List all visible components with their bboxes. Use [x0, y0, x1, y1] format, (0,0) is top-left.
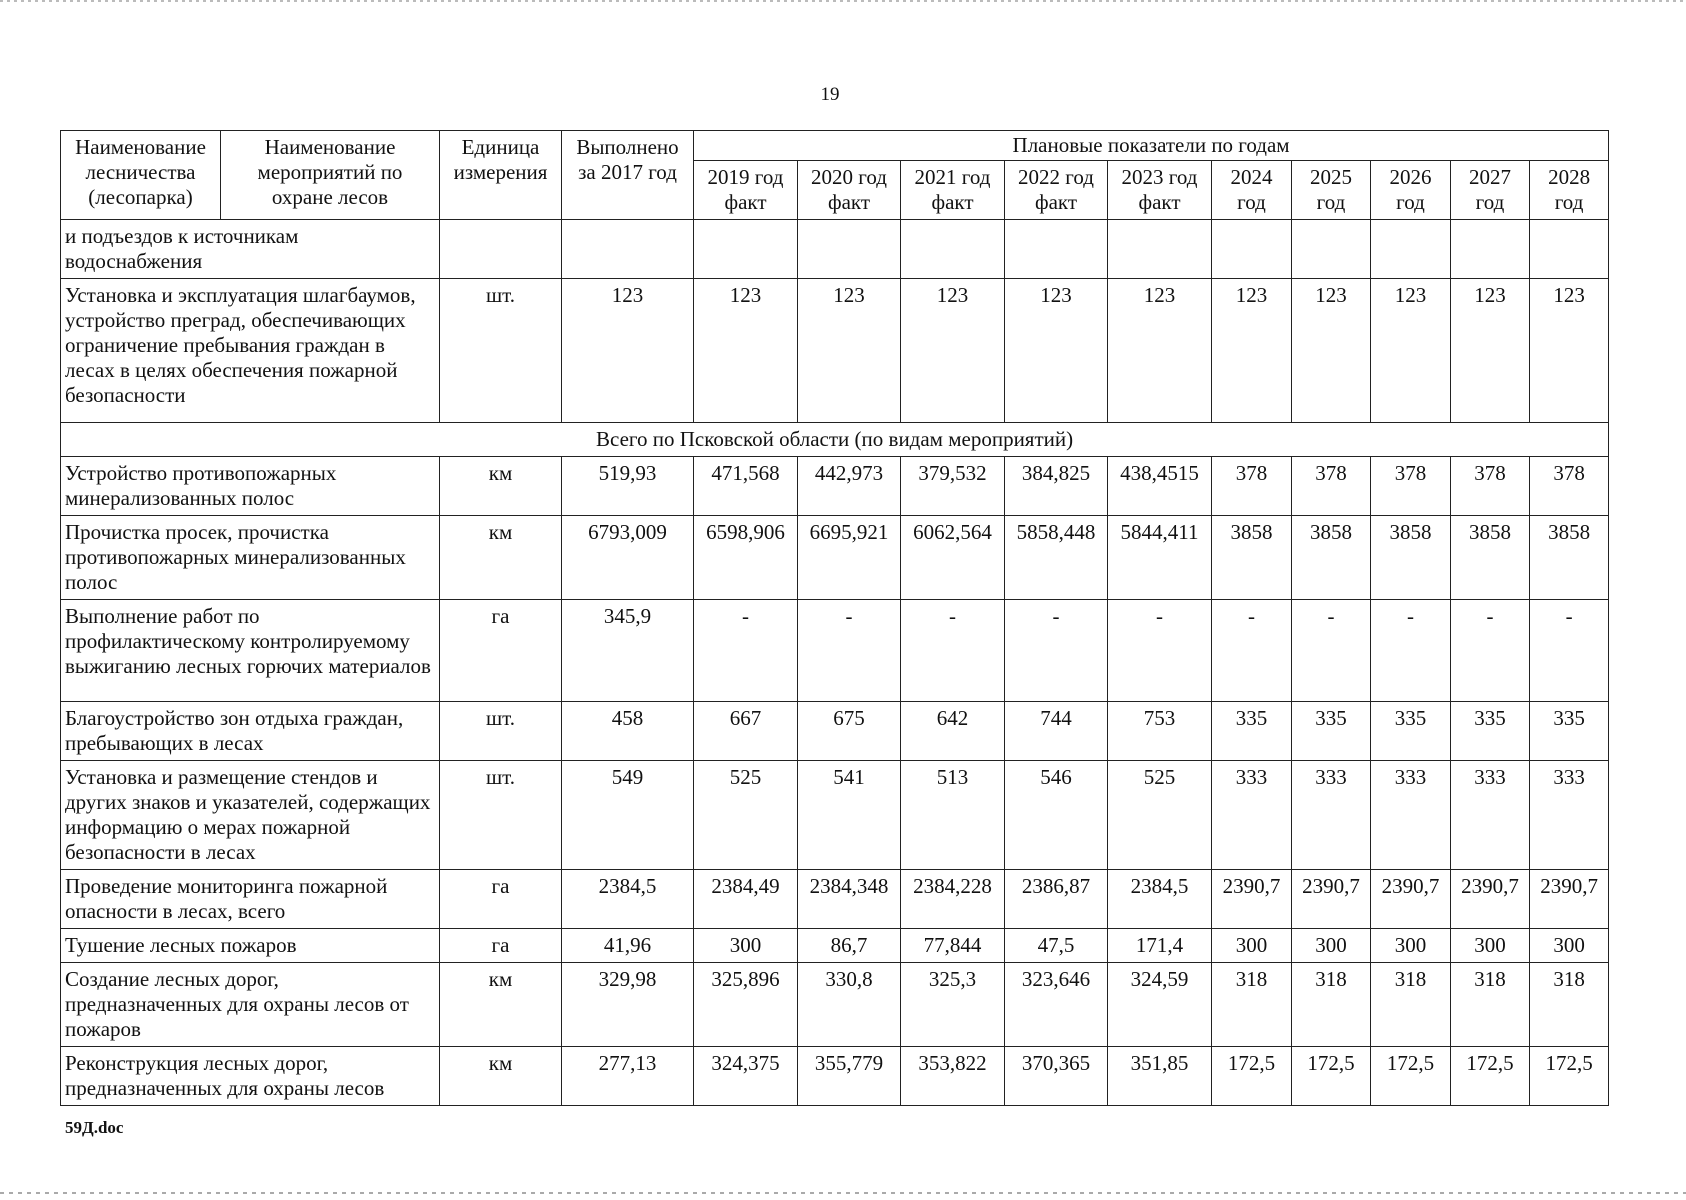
year-value-cell: 378 — [1292, 457, 1371, 516]
unit-cell: шт. — [440, 761, 562, 870]
measure-name-cell: Создание лесных дорог, предназначенных для охраны лесов от пожаров — [61, 963, 440, 1047]
year-value-cell: - — [1451, 600, 1530, 702]
year-value-cell: 123 — [694, 279, 798, 423]
year-value-cell: 379,532 — [901, 457, 1005, 516]
section-row — [61, 423, 1609, 457]
unit-cell: км — [440, 1047, 562, 1106]
header-row-1 — [61, 131, 1609, 161]
year-value-cell: - — [1005, 600, 1108, 702]
year-value-cell: 171,4 — [1108, 929, 1212, 963]
year-value-cell: 123 — [1292, 279, 1371, 423]
year-value-cell: 525 — [694, 761, 798, 870]
year-value-cell: - — [1530, 600, 1609, 702]
year-value-cell: 300 — [1212, 929, 1292, 963]
year-value-cell: 324,59 — [1108, 963, 1212, 1047]
measure-name-cell: Реконструкция лесных дорог, предназначенных для охраны лесов — [61, 1047, 440, 1106]
year-value-cell: 3858 — [1292, 516, 1371, 600]
done-2017-cell: 329,98 — [562, 963, 694, 1047]
year-value-cell: 123 — [1530, 279, 1609, 423]
year-value-cell: 333 — [1212, 761, 1292, 870]
year-value-cell: 318 — [1292, 963, 1371, 1047]
year-value-cell: 378 — [1530, 457, 1609, 516]
footer-filename: 59Д.doc — [65, 1118, 124, 1137]
unit-cell — [440, 220, 562, 279]
year-value-cell: 2384,228 — [901, 870, 1005, 929]
measure-name-cell: Установка и размещение стендов и других знаков и указателей, содержащих информацию о мерах пожарной безопасности в лесах — [61, 761, 440, 870]
year-value-cell: 47,5 — [1005, 929, 1108, 963]
year-value-cell: 123 — [1451, 279, 1530, 423]
year-value-cell: 2386,87 — [1005, 870, 1108, 929]
year-value-cell: 3858 — [1371, 516, 1451, 600]
year-value-cell: 330,8 — [798, 963, 901, 1047]
measure-name-cell: Прочистка просек, прочистка противопожарных минерализованных полос — [61, 516, 440, 600]
year-value-cell: 353,822 — [901, 1047, 1005, 1106]
year-value-cell — [1371, 220, 1451, 279]
year-value-cell: 3858 — [1530, 516, 1609, 600]
year-value-cell: 172,5 — [1451, 1047, 1530, 1106]
table-row — [61, 516, 1609, 600]
year-value-cell: 438,4515 — [1108, 457, 1212, 516]
year-value-cell: 351,85 — [1108, 1047, 1212, 1106]
measure-name-cell: Выполнение работ по профилактическому контролируемому выжиганию лесных горючих материалов — [61, 600, 440, 702]
year-value-cell: 2390,7 — [1371, 870, 1451, 929]
table-row — [61, 457, 1609, 516]
table-row — [61, 220, 1609, 279]
year-value-cell: 2390,7 — [1212, 870, 1292, 929]
header-year: 2026 год — [1371, 161, 1451, 220]
year-value-cell: - — [1371, 600, 1451, 702]
measure-name-cell: Устройство противопожарных минерализованных полос — [61, 457, 440, 516]
header-year: 2027 год — [1451, 161, 1530, 220]
table-row — [61, 929, 1609, 963]
year-value-cell: 744 — [1005, 702, 1108, 761]
year-value-cell: - — [1292, 600, 1371, 702]
unit-cell: га — [440, 929, 562, 963]
year-value-cell: 541 — [798, 761, 901, 870]
header-forestry: Наименование лесничества (лесопарка) — [61, 131, 221, 220]
table-row — [61, 761, 1609, 870]
year-value-cell: 123 — [1371, 279, 1451, 423]
unit-cell: км — [440, 963, 562, 1047]
done-2017-cell: 458 — [562, 702, 694, 761]
table-row — [61, 279, 1609, 423]
year-value-cell: 335 — [1212, 702, 1292, 761]
done-2017-cell: 6793,009 — [562, 516, 694, 600]
year-value-cell — [1451, 220, 1530, 279]
year-value-cell: 3858 — [1451, 516, 1530, 600]
done-2017-cell — [562, 220, 694, 279]
header-year: 2024 год — [1212, 161, 1292, 220]
section-title: Всего по Псковской области (по видам мероприятий) — [61, 423, 1609, 457]
measure-name-cell: Проведение мониторинга пожарной опасности в лесах, всего — [61, 870, 440, 929]
done-2017-cell: 277,13 — [562, 1047, 694, 1106]
year-value-cell: 2384,5 — [1108, 870, 1212, 929]
year-value-cell — [798, 220, 901, 279]
year-value-cell: 378 — [1371, 457, 1451, 516]
year-value-cell: - — [1108, 600, 1212, 702]
year-value-cell: 333 — [1371, 761, 1451, 870]
year-value-cell: 123 — [1005, 279, 1108, 423]
year-value-cell: 3858 — [1212, 516, 1292, 600]
year-value-cell — [1005, 220, 1108, 279]
year-value-cell: 324,375 — [694, 1047, 798, 1106]
done-2017-cell: 2384,5 — [562, 870, 694, 929]
year-value-cell — [1212, 220, 1292, 279]
measure-name-cell: Установка и эксплуатация шлагбаумов, устройство преград, обеспечивающих ограничение пребывания граждан в лесах в целях обеспечения пожарной безопасности — [61, 279, 440, 423]
unit-cell: га — [440, 870, 562, 929]
scan-edge-bottom — [0, 1192, 1686, 1194]
year-value-cell: 318 — [1212, 963, 1292, 1047]
year-value-cell: 667 — [694, 702, 798, 761]
year-value-cell: 525 — [1108, 761, 1212, 870]
year-value-cell: 123 — [901, 279, 1005, 423]
year-value-cell: 6062,564 — [901, 516, 1005, 600]
year-value-cell: 325,896 — [694, 963, 798, 1047]
year-value-cell: 333 — [1451, 761, 1530, 870]
header-year: 2022 год факт — [1005, 161, 1108, 220]
year-value-cell: 384,825 — [1005, 457, 1108, 516]
year-value-cell: 172,5 — [1292, 1047, 1371, 1106]
done-2017-cell: 519,93 — [562, 457, 694, 516]
year-value-cell: 2390,7 — [1451, 870, 1530, 929]
year-value-cell: 172,5 — [1530, 1047, 1609, 1106]
header-year: 2020 год факт — [798, 161, 901, 220]
header-done-2017: Выполнено за 2017 год — [562, 131, 694, 220]
header-year: 2028 год — [1530, 161, 1609, 220]
year-value-cell: 471,568 — [694, 457, 798, 516]
year-value-cell: 86,7 — [798, 929, 901, 963]
year-value-cell: 77,844 — [901, 929, 1005, 963]
year-value-cell: 172,5 — [1371, 1047, 1451, 1106]
year-value-cell: - — [798, 600, 901, 702]
year-value-cell: 5844,411 — [1108, 516, 1212, 600]
scan-edge-top — [0, 0, 1686, 2]
header-measure: Наименование мероприятий по охране лесов — [221, 131, 440, 220]
header-year: 2019 год факт — [694, 161, 798, 220]
measure-name-cell: Тушение лесных пожаров — [61, 929, 440, 963]
unit-cell: шт. — [440, 702, 562, 761]
year-value-cell: 335 — [1371, 702, 1451, 761]
year-value-cell: 642 — [901, 702, 1005, 761]
year-value-cell: 323,646 — [1005, 963, 1108, 1047]
header-year: 2025 год — [1292, 161, 1371, 220]
year-value-cell: 325,3 — [901, 963, 1005, 1047]
header-year: 2021 год факт — [901, 161, 1005, 220]
year-value-cell: 335 — [1292, 702, 1371, 761]
table-row — [61, 963, 1609, 1047]
year-value-cell: 2390,7 — [1530, 870, 1609, 929]
year-value-cell: 318 — [1451, 963, 1530, 1047]
done-2017-cell: 549 — [562, 761, 694, 870]
year-value-cell: - — [694, 600, 798, 702]
year-value-cell: 300 — [1292, 929, 1371, 963]
header-year: 2023 год факт — [1108, 161, 1212, 220]
done-2017-cell: 41,96 — [562, 929, 694, 963]
measure-name-cell: Благоустройство зон отдыха граждан, пребывающих в лесах — [61, 702, 440, 761]
year-value-cell: 753 — [1108, 702, 1212, 761]
table-row — [61, 870, 1609, 929]
year-value-cell: 123 — [1212, 279, 1292, 423]
year-value-cell: 318 — [1371, 963, 1451, 1047]
year-value-cell: 370,365 — [1005, 1047, 1108, 1106]
unit-cell: га — [440, 600, 562, 702]
done-2017-cell: 345,9 — [562, 600, 694, 702]
forest-protection-table — [60, 130, 1609, 1106]
year-value-cell: 300 — [1530, 929, 1609, 963]
done-2017-cell: 123 — [562, 279, 694, 423]
unit-cell: шт. — [440, 279, 562, 423]
table-row — [61, 702, 1609, 761]
year-value-cell: - — [901, 600, 1005, 702]
year-value-cell — [1530, 220, 1609, 279]
year-value-cell: 6598,906 — [694, 516, 798, 600]
year-value-cell: 300 — [694, 929, 798, 963]
year-value-cell: 335 — [1530, 702, 1609, 761]
year-value-cell — [694, 220, 798, 279]
year-value-cell: 333 — [1530, 761, 1609, 870]
year-value-cell: 5858,448 — [1005, 516, 1108, 600]
unit-cell: км — [440, 516, 562, 600]
year-value-cell — [1108, 220, 1212, 279]
year-value-cell: 378 — [1451, 457, 1530, 516]
year-value-cell: 675 — [798, 702, 901, 761]
year-value-cell: 2390,7 — [1292, 870, 1371, 929]
page-number: 19 — [820, 84, 840, 105]
year-value-cell: 172,5 — [1212, 1047, 1292, 1106]
year-value-cell: 546 — [1005, 761, 1108, 870]
year-value-cell: 300 — [1451, 929, 1530, 963]
unit-cell: км — [440, 457, 562, 516]
year-value-cell: 2384,348 — [798, 870, 901, 929]
year-value-cell: 300 — [1371, 929, 1451, 963]
header-unit: Единица измерения — [440, 131, 562, 220]
measure-name-cell: и подъездов к источникам водоснабжения — [61, 220, 440, 279]
year-value-cell: 6695,921 — [798, 516, 901, 600]
year-value-cell: - — [1212, 600, 1292, 702]
header-plan: Плановые показатели по годам — [694, 131, 1609, 161]
year-value-cell: 378 — [1212, 457, 1292, 516]
year-value-cell: 442,973 — [798, 457, 901, 516]
table-row — [61, 1047, 1609, 1106]
year-value-cell — [901, 220, 1005, 279]
year-value-cell: 513 — [901, 761, 1005, 870]
table-row — [61, 600, 1609, 702]
year-value-cell: 335 — [1451, 702, 1530, 761]
year-value-cell: 318 — [1530, 963, 1609, 1047]
year-value-cell: 123 — [798, 279, 901, 423]
year-value-cell — [1292, 220, 1371, 279]
year-value-cell: 355,779 — [798, 1047, 901, 1106]
year-value-cell: 123 — [1108, 279, 1212, 423]
year-value-cell: 2384,49 — [694, 870, 798, 929]
year-value-cell: 333 — [1292, 761, 1371, 870]
